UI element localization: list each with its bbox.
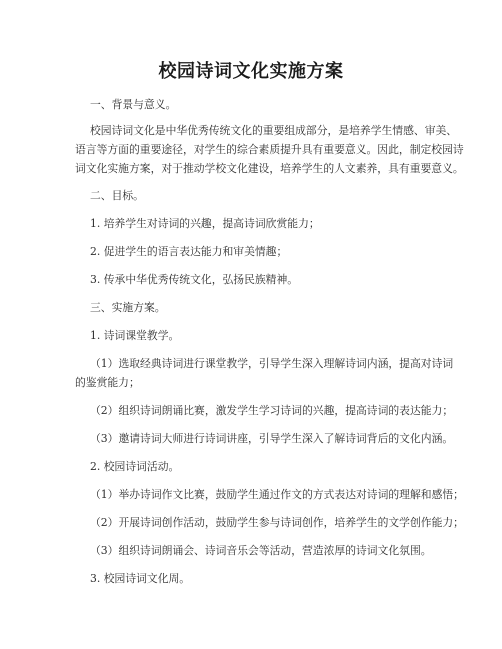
section-heading-plan: 三、实施方案。 [90,301,166,314]
list-item: （3）邀请诗词大师进行诗词讲座，引导学生深入了解诗词背后的文化内涵。 [90,432,454,445]
list-item-continuation: 的鉴赏能力； [75,376,140,389]
subsection-heading: 2. 校园诗词活动。 [90,460,180,473]
list-item: （1）举办诗词作文比赛，鼓励学生通过作文的方式表达对诗词的理解和感悟； [90,488,464,501]
section-heading-goals: 二、目标。 [90,189,144,202]
paragraph-line: 校园诗词文化是中华优秀传统文化的重要组成部分，是培养学生情感、审美、 [90,124,458,137]
paragraph-line: 词文化实施方案，对于推动学校文化建设，培养学生的人文素养，具有重要意义。 [75,162,464,175]
list-item: （1）选取经典诗词进行课堂教学，引导学生深入理解诗词内涵，提高对诗词 [90,357,454,370]
subsection-heading: 3. 校园诗词文化周。 [90,572,191,585]
list-item: 3. 传承中华优秀传统文化，弘扬民族精神。 [90,273,299,286]
list-item: 1. 培养学生对诗词的兴趣，提高诗词欣赏能力； [90,217,320,230]
list-item: （2）开展诗词创作活动，鼓励学生参与诗词创作，培养学生的文学创作能力； [90,516,464,529]
list-item: （3）组织诗词朗诵会、诗词音乐会等活动，营造浓厚的诗词文化氛围。 [90,544,432,557]
paragraph-line: 语言等方面的重要途径，对学生的综合素质提升具有重要意义。因此，制定校园诗 [75,143,464,156]
section-heading-background: 一、背景与意义。 [90,98,177,111]
subsection-heading: 1. 诗词课堂教学。 [90,329,180,342]
list-item: （2）组织诗词朗诵比赛，激发学生学习诗词的兴趣，提高诗词的表达能力； [90,404,454,417]
list-item: 2. 促进学生的语言表达能力和审美情趣； [90,245,288,258]
document-title: 校园诗词文化实施方案 [158,61,344,82]
